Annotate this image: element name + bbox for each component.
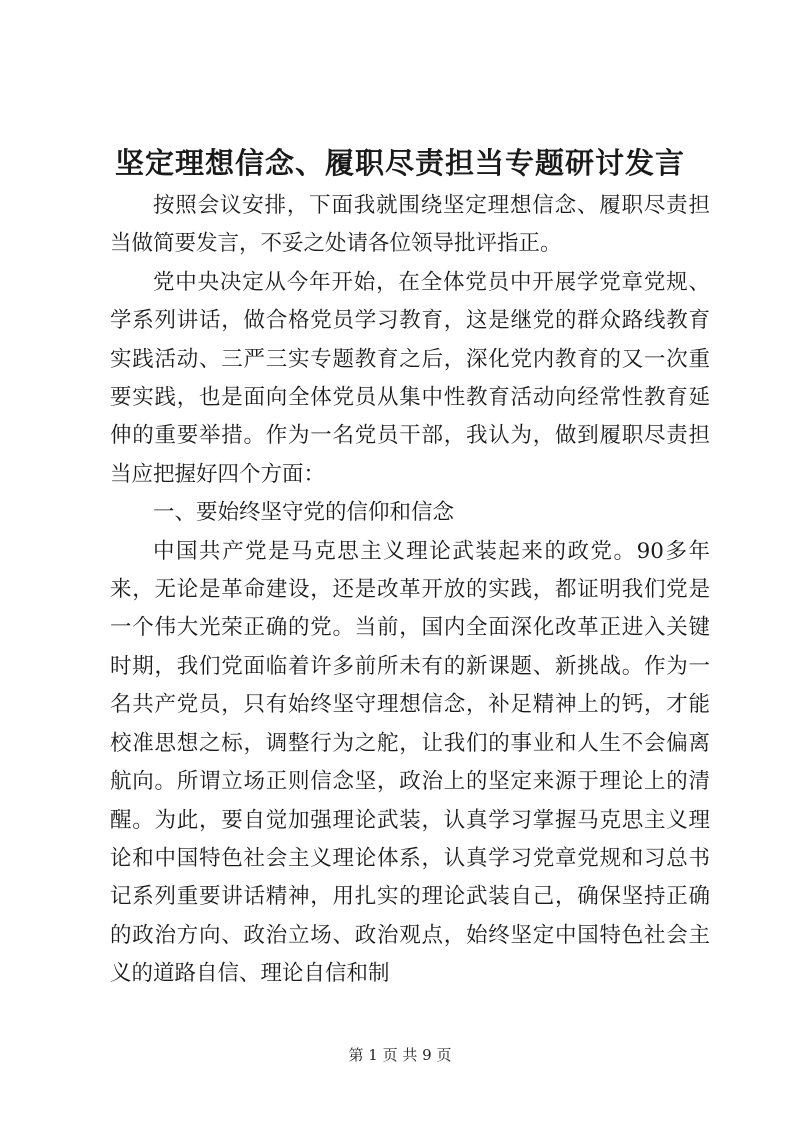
- paragraph-section-1: 中国共产党是马克思主义理论武装起来的政党。90多年来，无论是革命建设，还是改革开放的实践，都证明我们党是一个伟大光荣正确的党。当前，国内全面深化改革正进入关键时期，我们党面临着许多前所未有的新课题、新挑战。作为一名共产党员，只有始终坚守理想信念，补足精神上的钙，才能校准思想之标，调整行为之舵，让我们的事业和人生不会偏离航向。所谓立场正则信念坚，政治上的坚定来源于理论上的清醒。为此，要自觉加强理论武装，认真学习掌握马克思主义理论和中国特色社会主义理论体系，认真学习党章党规和习总书记系列重要讲话精神，用扎实的理论武装自己，确保坚持正确的政治方向、政治立场、政治观点，始终坚定中国特色社会主义的道路自信、理论自信和制: [110, 538, 710, 987]
- page-footer: 第 1 页 共 9 页: [348, 1046, 452, 1064]
- document-body: [110, 187, 710, 994]
- section-heading-1: 一、要始终坚守党的信仰和信念: [153, 500, 455, 526]
- page-title: 坚定理想信念、履职尽责担当专题研讨发言: [114, 146, 685, 180]
- paragraph-background: 党中央决定从今年开始，在全体党员中开展学党章党规、学系列讲话，做合格党员学习教育，这是继党的群众路线教育实践活动、三严三实专题教育之后，深化党内教育的又一次重要实践，也是面向全体党员从集中性教育活动向经常性教育延伸的重要举措。作为一名党员干部，我认为，做到履职尽责担当应把握好四个方面：: [110, 269, 710, 487]
- paragraph-intro: 按照会议安排，下面我就围绕坚定理想信念、履职尽责担当做简要发言，不妥之处请各位领导批评指正。: [110, 193, 710, 257]
